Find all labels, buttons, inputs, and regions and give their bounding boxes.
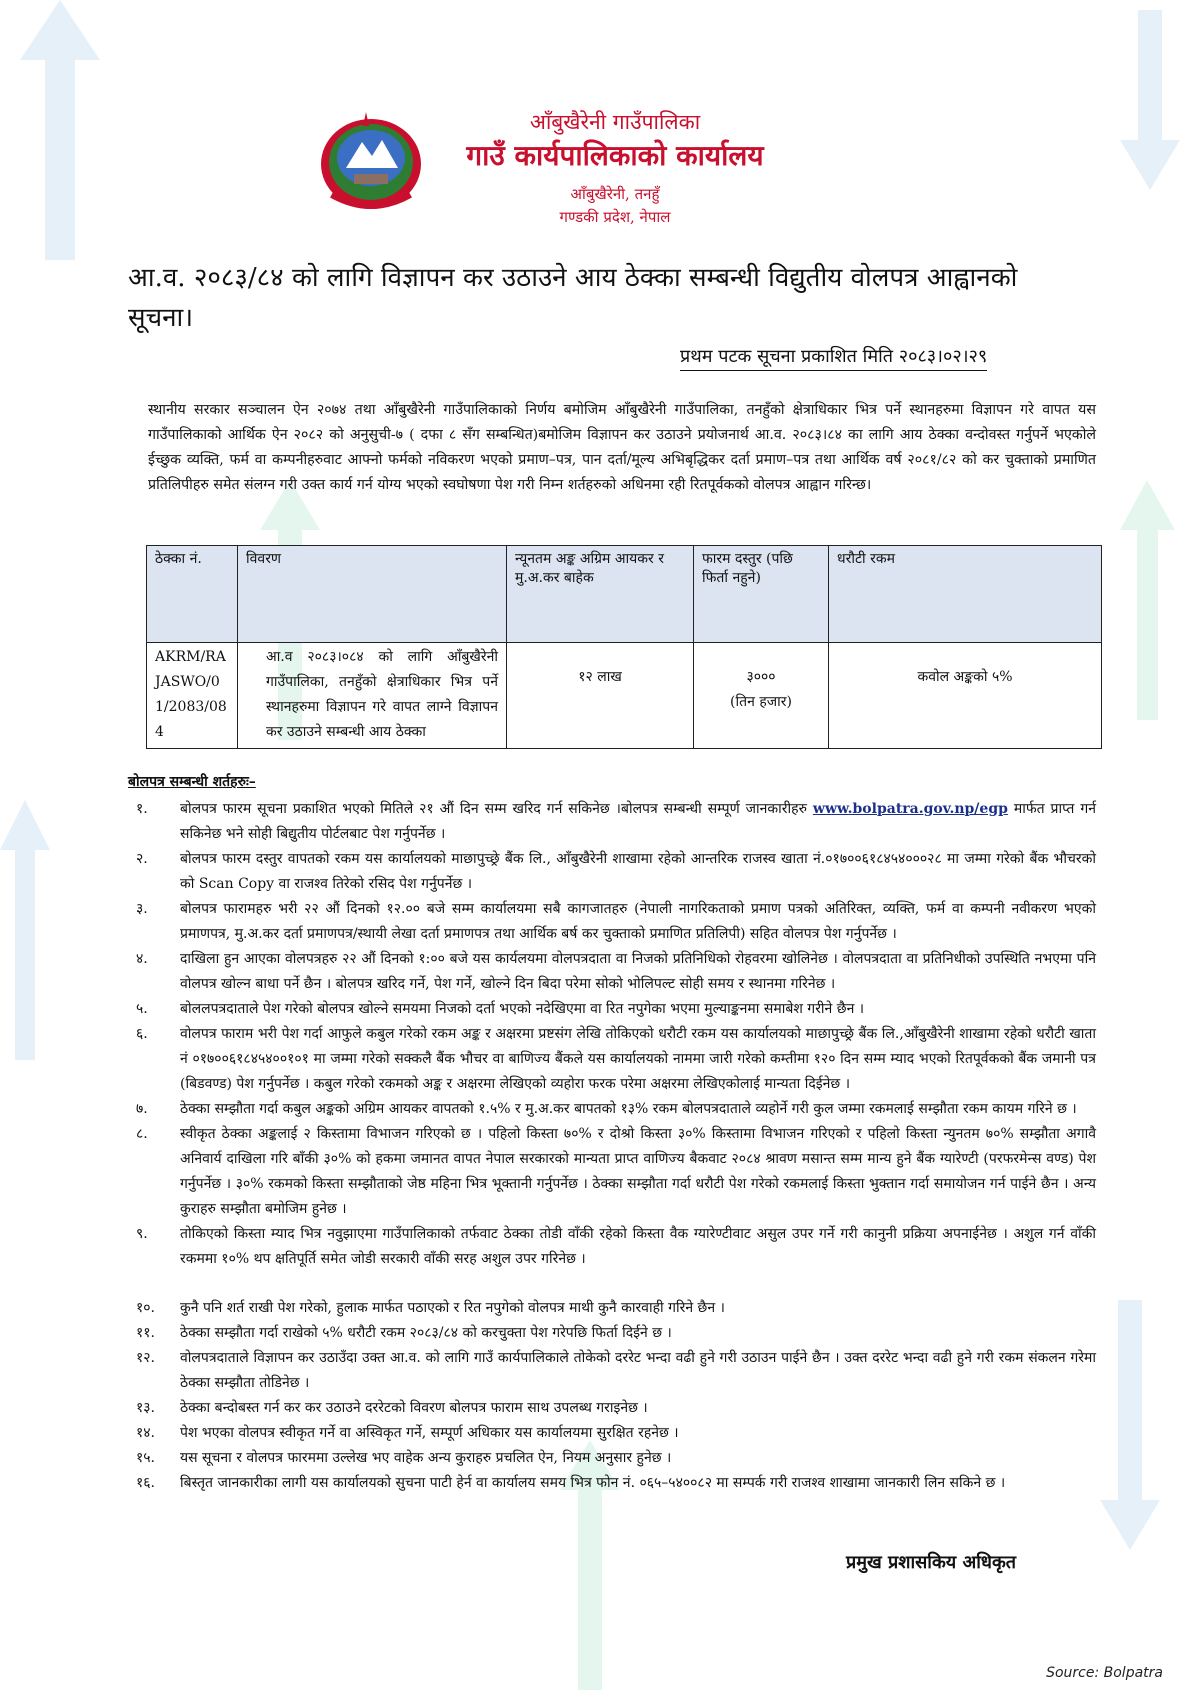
notice-title: आ.व. २०८३/८४ को लागि विज्ञापन कर उठाउने आय ठेक्का सम्बन्धी विद्युतीय वोलपत्र आह्वानको सूचना। [128, 263, 1018, 333]
col-description: विवरण [238, 546, 507, 643]
watermark-arrow-icon [1120, 480, 1175, 720]
list-item [128, 1321, 1096, 1346]
list-item [128, 1421, 1096, 1446]
term-text-part: मार्फत प्राप्त गर्न सकिनेछ भने सोही बिद्युतीय पोर्टलबाट पेश गर्नुपर्नेछ । [180, 801, 1096, 842]
term-text: यस सूचना र वोलपत्र फारममा उल्लेख भए वाहेक अन्य कुराहरु प्रचलित ऐन, नियम अनुसार हुनेछ । [180, 1450, 672, 1466]
list-item [128, 1022, 1096, 1097]
list-item [128, 1296, 1096, 1321]
nepal-government-emblem-icon [318, 112, 424, 212]
watermark-arrow-icon [1120, 10, 1180, 190]
table-header-row [147, 546, 1102, 643]
watermark-arrow-icon [0, 800, 50, 1060]
office-location: आँबुखैरेनी, तनहुँ [570, 185, 660, 203]
term-text: बिस्तृत जानकारीका लागी यस कार्यालयको सुचना पाटी हेर्न वा कार्यालय समय भित्र फोन नं. ०६५–५४००८२ मा सम्पर्क गरी राजश्व शाखामा जानकारी लिन सकिने छ । [180, 1475, 1006, 1491]
term-number: १३. [136, 1400, 156, 1416]
cell-deposit: कवोल अङ्कको ५% [829, 643, 1102, 749]
term-number: ८. [136, 1126, 148, 1142]
term-number: ११. [136, 1325, 156, 1341]
list-item [128, 1446, 1096, 1471]
watermark-arrow-icon [20, 0, 100, 260]
bolpatra-portal-link[interactable]: www.bolpatra.gov.np/egp [812, 801, 1008, 817]
list-item [128, 1222, 1096, 1272]
term-text: वोलपत्रदाताले विज्ञापन कर उठाउँदा उक्त आ.व. को लागि गाउँ कार्यपालिकाले तोकेको दररेट भन्दा वढी हुने गरी उठाउन पाईने छैन । उक्त दररेट भन्दा वढी हुने गरी रकम संकलन गरेमा ठेक्का सम्झौता तोडिनेछ । [180, 1350, 1096, 1391]
term-number: १५. [136, 1450, 156, 1466]
office-province: गण्डकी प्रदेश, नेपाल [559, 208, 671, 226]
terms-list [128, 797, 1096, 1496]
table-row [147, 643, 1102, 749]
terms-heading: बोलपत्र सम्बन्धी शर्तहरुः– [128, 774, 256, 790]
term-number: ७. [136, 1101, 148, 1117]
term-number: १६. [136, 1475, 156, 1491]
office-name: गाउँ कार्यपालिकाको कार्यालय [466, 139, 764, 172]
signatory-title: प्रमुख प्रशासकिय अधिकृत [846, 1552, 1017, 1573]
watermark-arrow-icon [1100, 1300, 1160, 1550]
col-contract-no: ठेक्का नं. [147, 546, 238, 643]
col-deposit: धरौटी रकम [829, 546, 1102, 643]
list-item [128, 1396, 1096, 1421]
term-number: ३. [136, 901, 148, 917]
term-text: ठेक्का सम्झौता गर्दा राखेको ५% धरौटी रकम २०८३/८४ को करचुक्ता पेश गरेपछि फिर्ता दिईने छ । [180, 1325, 672, 1341]
term-number: ५. [136, 1001, 148, 1017]
term-number: १०. [136, 1300, 156, 1316]
term-text: ठेक्का बन्दोबस्त गर्न कर कर उठाउने दररेटको विवरण बोलपत्र फाराम साथ उपलब्ध गराइनेछ । [180, 1400, 648, 1416]
spacer [128, 1272, 1096, 1296]
list-item [128, 1471, 1096, 1496]
term-text [180, 797, 1096, 847]
term-number: ६. [136, 1026, 148, 1042]
col-min-amount: न्यूनतम अङ्क अग्रिम आयकर र मु.अ.कर बाहेक [507, 546, 694, 643]
term-text: बोलपत्र फारम दस्तुर वापतको रकम यस कार्यालयको माछापुच्छ्रे बैंक लि., आँबुखैरेनी शाखामा रहेको आन्तरिक राजस्व खाता नं.०१७००६१८४५४०००२८ मा जम्मा गरेको बैंक भौचरको को Scan Copy वा राजश्व तिरेको रसिद पेश गर्नुपर्नेछ । [180, 851, 1096, 892]
term-text: दाखिला हुन आएका वोलपत्रहरु २२ औं दिनको १:०० बजे यस कार्यलयमा वोलपत्रदाता वा निजको प्रतिनिधिको रोहवरमा खोलिनेछ । वोलपत्रदाता वा प्रतिनिधीको उपस्थिति नभएमा पनि वोलपत्र खोल्न बाधा पर्ने छैन । बोलपत्र खरिद गर्ने, पेश गर्ने, खोल्ने दिन बिदा परेमा सोको भोलिपल्ट सोही समय र स्थानमा गरिनेछ । [180, 951, 1096, 992]
publication-date: प्रथम पटक सूचना प्रकाशित मिति २०८३।०२।२९ [680, 344, 987, 371]
list-item [128, 947, 1096, 997]
municipality-name: आँबुखैरेनी गाउँपालिका [529, 110, 701, 134]
term-number: ४. [136, 951, 148, 967]
term-text: स्वीकृत ठेक्का अङ्कलाई २ किस्तामा विभाजन गरिएको छ । पहिलो किस्ता ७०% र दोश्रो किस्ता ३०% किस्तामा विभाजन गरिएको र पहिलो किस्ता न्युनतम ७०% सम्झौता अगावै अनिवार्य दाखिला गरि बाँकी ३०% को हकमा जमानत वापत नेपाल सरकारको मान्यता प्राप्त वाणिज्य बैकवाट २०८४ श्रावण मसान्त सम्म मान्य हुने बैंक ग्यारेण्टी (परफरमेन्स वण्ड) पेश गर्नुपर्नेछ । ३०% रकमको किस्ता सम्झौताको जेष्ठ महिना भित्र भूक्तानी गर्नुपर्नेछ । ठेक्का सम्झौता गर्दा धरौटी पेश गरेको रकमलाई किस्ता भुक्तान गर्दा समायोजन गर्न पाईने छैन । अन्य कुराहरु सम्झौता बमोजिम हुनेछ । [180, 1126, 1096, 1217]
notice-intro: स्थानीय सरकार सञ्चालन ऐन २०७४ तथा आँबुखैरेनी गाउँपालिकाको निर्णय बमोजिम आँबुखैरेनी गाउँपालिका, तनहुँको क्षेत्राधिकार भित्र पर्ने स्थानहरुमा विज्ञापन गरे वापत यस गाउँपालिकाको आर्थिक ऐन २०८२ को अनुसुची-७ ( दफा ८ सँग सम्बन्धित)बमोजिम विज्ञापन कर उठाउने प्रयोजनार्थ आ.व. २०८३।८४ का लागि आय ठेक्का वन्दोवस्त गर्नुपर्ने भएकोले ईच्छुक व्यक्ति, फर्म वा कम्पनीहरुवाट आफ्नो फर्मको नविकरण भएको प्रमाण–पत्र, पान दर्ता/मूल्य अभिबृद्धिकर दर्ता प्रमाण–पत्र तथा आर्थिक वर्ष २०८१/८२ को कर चुक्ताको प्रमाणित प्रतिलिपीहरु समेत संलग्न गरी उक्त कार्य गर्न योग्य भएको स्वघोषणा पेश गरी निम्न शर्तहरुको अधिनमा रही रितपूर्वकको वोलपत्र आह्वान गरिन्छ। [148, 402, 1096, 493]
list-item [128, 1346, 1096, 1396]
term-number: १२. [136, 1350, 156, 1366]
form-fee-words: (तिन हजार) [730, 694, 792, 710]
form-fee-amount: ३००० [746, 669, 776, 685]
source-credit: Source: Bolpatra [1046, 1665, 1163, 1681]
term-text: वोलपत्र फाराम भरी पेश गर्दा आफुले कबुल गरेको रकम अङ्क र अक्षरमा प्रष्टसंग लेखि तोकिएको धरौटी रकम यस कार्यालयको माछापुच्छ्रे बैंक लि.,आँबुखैरेनी शाखामा रहेको धरौटी खाता नं ०१७००६१८४५४००१०१ मा जम्मा गरेको सक्कलै बैंक भौचर वा बाणिज्य बैंकले यस कार्यालयको नाममा जारी गरेको कम्तीमा १२० दिन सम्म म्याद भएको रितपूर्वकको बैंक जमानी पत्र (बिडवण्ड) पेश गर्नुपर्नेछ । कबुल गरेको रकमको अङ्क र अक्षरमा लेखिएको व्यहोरा फरक परेमा अक्षरमा लेखिएकोलाई मान्यता दिईनेछ । [180, 1026, 1096, 1092]
list-item [128, 1122, 1096, 1222]
term-text: कुनै पनि शर्त राखी पेश गरेको, हुलाक मार्फत पठाएको र रित नपुगेको वोलपत्र माथी कुनै कारवाही गरिने छैन । [180, 1300, 725, 1316]
term-number: १. [136, 801, 148, 817]
contract-table [146, 545, 1102, 749]
office-header [430, 108, 800, 228]
term-text-part: बोलपत्र फारम सूचना प्रकाशित भएको मितिले २१ औं दिन सम्म खरिद गर्न सकिनेछ ।बोलपत्र सम्बन्धी सम्पूर्ण जानकारीहरु [180, 801, 813, 817]
cell-contract-no: AKRM/RAJASWO/01/2083/084 [147, 643, 238, 749]
term-text: बोललपत्रदाताले पेश गरेको बोलपत्र खोल्ने समयमा निजको दर्ता भएको नदेखिएमा वा रित नपुगेका भएमा मुल्याङ्कनमा समाबेश गरीने छैन । [180, 1001, 865, 1017]
cell-min-amount: १२ लाख [507, 643, 694, 749]
term-text: ठेक्का सम्झौता गर्दा कबुल अङ्कको अग्रिम आयकर वापतको १.५% र मु.अ.कर बापतको १३% रकम बोलपत्रदाताले व्यहोर्ने गरी कुल जम्मा रकमलाई सम्झौता रकम कायम गरिने छ । [180, 1101, 1077, 1117]
cell-description: आ.व २०८३।०८४ को लागि आँबुखैरेनी गाउँपालिका, तनहुँको क्षेत्राधिकार भित्र पर्ने स्थानहरुमा विज्ञापन गरे वापत लाग्ने विज्ञापन कर उठाउने सम्बन्धी आय ठेक्का [238, 643, 507, 749]
col-form-fee: फारम दस्तुर (पछि फिर्ता नहुने) [694, 546, 829, 643]
list-item [128, 997, 1096, 1022]
term-number: १४. [136, 1425, 156, 1441]
list-item [128, 797, 1096, 847]
term-text: बोलपत्र फारामहरु भरी २२ औं दिनको १२.०० बजे सम्म कार्यालयमा सबै कागजातहरु (नेपाली नागरिकताको प्रमाण पत्रको अतिरिक्त, व्यक्ति, फर्म वा कम्पनी नवीकरण भएको प्रमाणपत्र, मु.अ.कर दर्ता प्रमाणपत्र/स्थायी लेखा दर्ता प्रमाणपत्र तथा आर्थिक बर्ष कर चुक्ताको प्रमाणित प्रतिलिपी) सहित वोलपत्र पेश गर्नुपर्नेछ । [180, 901, 1096, 942]
term-text: तोकिएको किस्ता म्याद भित्र नवुझाएमा गाउँपालिकाको तर्फवाट ठेक्का तोडी वाँकी रहेको किस्ता वैक ग्यारेण्टीवाट असुल उपर गर्ने गरी कानुनी प्रक्रिया अपनाईनेछ । अशुल गर्न वाँकी रकममा १०% थप क्षतिपूर्ति समेत जोडी सरकारी वाँकी सरह अशुल उपर गरिनेछ । [180, 1226, 1096, 1267]
term-number: ९. [136, 1226, 148, 1242]
cell-form-fee [694, 643, 829, 749]
list-item [128, 1097, 1096, 1122]
term-text: पेश भएका वोलपत्र स्वीकृत गर्ने वा अस्विकृत गर्ने, सम्पूर्ण अधिकार यस कार्यालयमा सुरक्षित रहनेछ । [180, 1425, 679, 1441]
term-number: २. [136, 851, 148, 867]
list-item [128, 897, 1096, 947]
list-item [128, 847, 1096, 897]
